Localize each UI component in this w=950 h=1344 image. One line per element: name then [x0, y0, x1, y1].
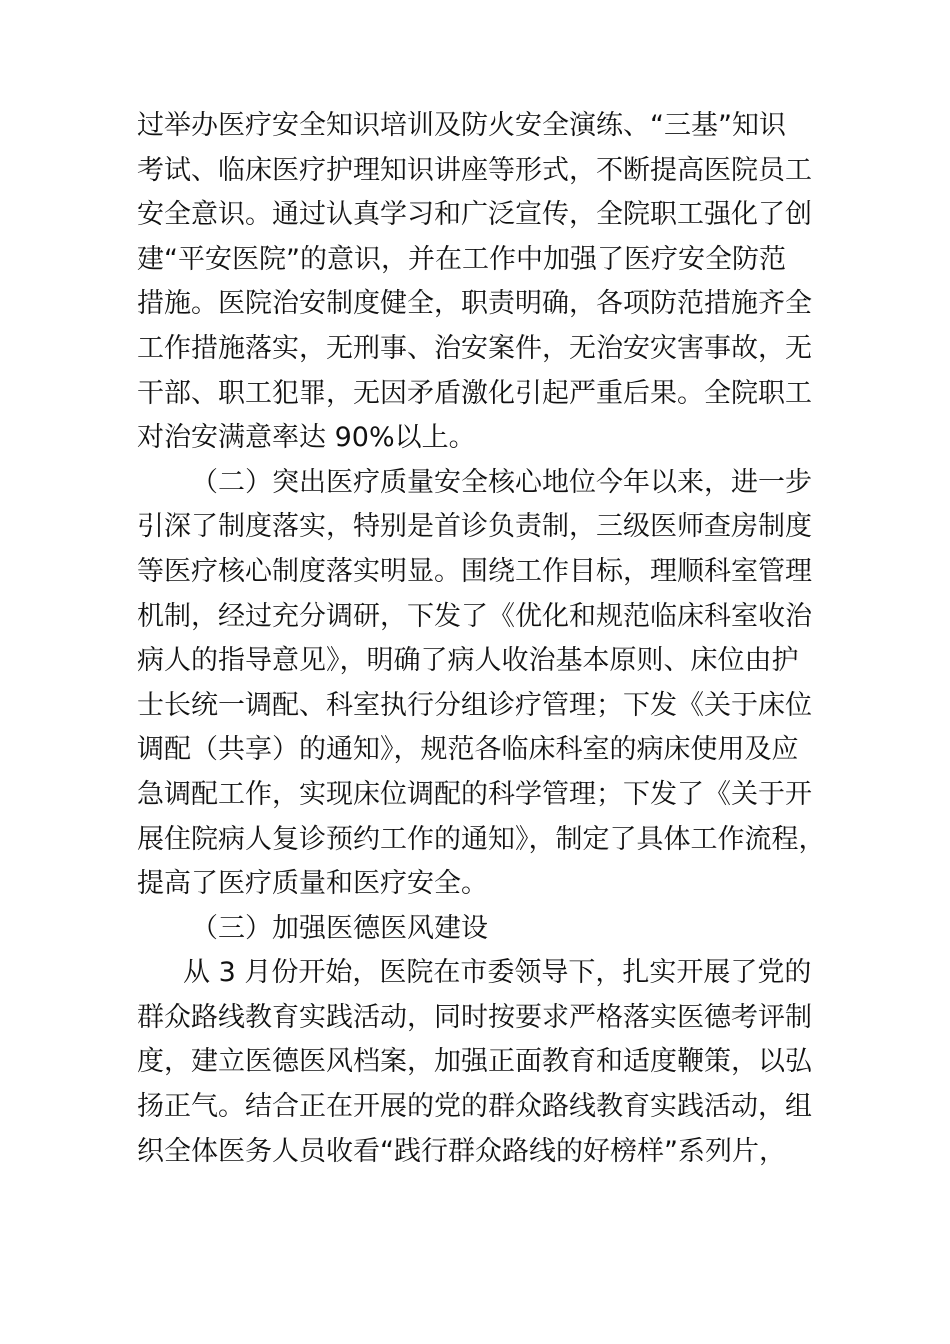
text-line: 等医疗核心制度落实明显。围绕工作目标，理顺科室管理	[137, 555, 812, 587]
text-line: 过举办医疗安全知识培训及防火安全演练、“三基”知识	[137, 110, 786, 141]
text-line: 扬正气。结合正在开展的党的群众路线教育实践活动，组	[137, 1091, 812, 1123]
section-heading: （三）加强医德医风建设	[191, 912, 488, 944]
text-line: 病人的指导意见》，明确了病人收治基本原则、床位由护	[137, 645, 799, 677]
text-line: 急调配工作，实现床位调配的科学管理；下发了《关于开	[137, 778, 812, 810]
text-line: 士长统一调配、科室执行分组诊疗管理；下发《关于床位	[137, 689, 812, 721]
text-line: 措施。医院治安制度健全，职责明确，各项防范措施齐全	[137, 288, 812, 320]
text-line: 引深了制度落实，特别是首诊负责制，三级医师查房制度	[137, 511, 812, 543]
paragraph-first-line: 从 3 月份开始，医院在市委领导下，扎实开展了党的	[183, 957, 812, 989]
text-line: 工作措施落实，无刑事、治安案件，无治安灾害事故，无	[137, 332, 812, 364]
text-line: 度，建立医德医风档案，加强正面教育和适度鞭策，以弘	[137, 1046, 812, 1078]
document-body	[137, 104, 857, 1174]
text-line: 机制，经过充分调研，下发了《优化和规范临床科室收治	[137, 600, 812, 632]
text-line: 干部、职工犯罪，无因矛盾激化引起严重后果。全院职工	[137, 377, 812, 409]
text-line: 建“平安医院”的意识，并在工作中加强了医疗安全防范	[137, 243, 786, 275]
text-line: 提高了医疗质量和医疗安全。	[137, 868, 488, 900]
text-line: 展住院病人复诊预约工作的通知》，制定了具体工作流程，	[137, 823, 826, 855]
text-line: 织全体医务人员收看“践行群众路线的好榜样”系列片，	[137, 1135, 786, 1167]
text-line: 群众路线教育实践活动，同时按要求严格落实医德考评制	[137, 1001, 812, 1033]
text-line: 安全意识。通过认真学习和广泛宣传，全院职工强化了创	[137, 199, 812, 231]
section-heading-line: （二）突出医疗质量安全核心地位今年以来，进一步	[191, 466, 812, 498]
text-line: 调配（共享）的通知》，规范各临床科室的病床使用及应	[137, 734, 799, 766]
text-line: 考试、临床医疗护理知识讲座等形式，不断提高医院员工	[137, 154, 812, 186]
text-line: 对治安满意率达 90%以上。	[137, 422, 476, 454]
